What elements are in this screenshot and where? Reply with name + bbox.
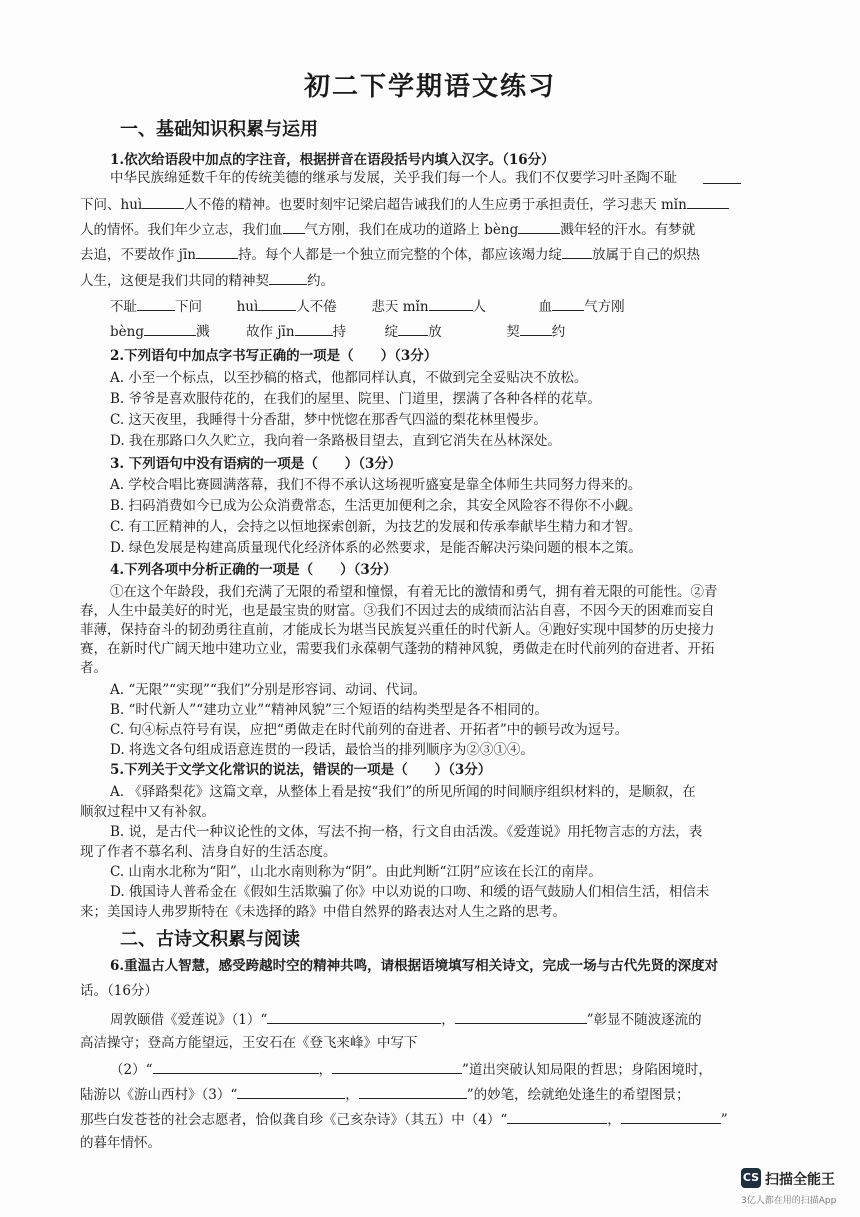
q1-answer-row: bèng 溅 故作 jīn 持 绽 放 契 约	[110, 321, 565, 341]
q5-option-line: 来；美国诗人弗罗斯特在《未选择的路》中借自然界的路表达对人生之路的思考。	[80, 904, 566, 920]
q6-line: 高洁操守；登高方能望远，王安石在《登飞来峰》中写下	[80, 1035, 418, 1051]
q4-passage-line: 者。	[80, 660, 107, 676]
answer-blank[interactable]	[258, 296, 296, 311]
watermark-app-name: 扫描全能王	[765, 1172, 835, 1188]
answer-blank[interactable]	[455, 1009, 587, 1024]
question-2-stem: 2.下列语句中加点字书写正确的一项是（ ）（3分）	[110, 348, 438, 364]
q5-option-line: A. 《驿路梨花》这篇文章，从整体上看是按“我们”的所见所闻的时间顺序组织材料的，是顺叙，在	[110, 784, 696, 800]
q1-passage-line: 下问、huì 人不倦的精神。也要时刻牢记梁启超告诫我们的人生应勇于承担责任，学习悲天 mǐn	[80, 194, 729, 214]
q6-line: （2）“ ， ”道出突破认知局限的哲思；身陷困境时，	[110, 1059, 712, 1079]
section-heading-2: 二、古诗文积累与阅读	[120, 929, 300, 950]
q4-option-b: B. “时代新人”“建功立业”“精神风貌”三个短语的结构类型是各不相同的。	[110, 702, 548, 718]
q4-passage-line: 菲薄，保持奋斗的韧劲勇往直前，才能成长为堪当民族复兴重任的时代新人。④跑好实现中国梦的历史接力	[80, 622, 715, 638]
q2-option-a: A. 小至一个标点，以至抄稿的格式，他都同样认真，不做到完全妥贴决不放松。	[110, 370, 588, 386]
page-title: 初二下学期语文练习	[303, 72, 556, 102]
q4-option-c: C. 句④标点符号有误，应把“勇做走在时代前列的奋进者、开拓者”中的顿号改为逗号。	[110, 722, 629, 738]
answer-blank[interactable]	[137, 296, 175, 311]
answer-blank[interactable]	[562, 244, 592, 259]
q5-option-line: B. 说，是古代一种议论性的文体，写法不拘一格，行文自由活泼。《爱莲说》用托物言志的方法，表	[110, 824, 703, 840]
q2-option-c: C. 这天夜里，我睡得十分香甜，梦中恍惚在那香气四溢的梨花林里慢步。	[110, 412, 547, 428]
question-1-stem: 1.依次给语段中加点的字注音，根据拼音在语段括号内填入汉字。（16分）	[110, 152, 555, 168]
q5-option-line: 现了作者不慕名利、洁身自好的生活态度。	[80, 844, 337, 860]
q1-passage-line: 人生，这便是我们共同的精神契 约。	[80, 270, 334, 290]
question-6-stem: 6.重温古人智慧，感受跨越时空的精神共鸣，请根据语境填写相关诗文，完成一场与古代先贤的深度对	[110, 958, 719, 974]
answer-blank[interactable]	[196, 244, 238, 259]
q1-passage-line: 中华民族绵延数千年的传统美德的继承与发展，关乎我们每一个人。我们不仅要学习叶圣陶不耻	[110, 170, 677, 186]
q5-option-line: D. 俄国诗人普希金在《假如生活欺骗了你》中以劝说的口吻、和缓的语气鼓励人们相信生活，相信未	[110, 884, 710, 900]
question-3-stem: 3. 下列语句中没有语病的一项是（ ）（3分）	[110, 456, 402, 472]
answer-blank[interactable]	[295, 321, 333, 336]
answer-blank[interactable]	[703, 169, 741, 184]
answer-blank[interactable]	[269, 270, 307, 285]
answer-blank[interactable]	[142, 194, 184, 209]
q4-option-d: D. 将选文各句组成语意连贯的一段话，最恰当的排列顺序为②③①④。	[110, 742, 534, 758]
q6-line: 那些白发苍苍的社会志愿者，恰似龚自珍《己亥杂诗》（其五）中（4）“ ， ”	[80, 1109, 728, 1129]
answer-blank[interactable]	[687, 194, 729, 209]
answer-blank[interactable]	[518, 219, 560, 234]
answer-blank[interactable]	[283, 219, 305, 234]
q6-line: 的暮年情怀。	[80, 1135, 161, 1151]
answer-blank[interactable]	[144, 321, 196, 336]
answer-blank[interactable]	[267, 1009, 441, 1024]
section-heading-1: 一、基础知识积累与运用	[120, 119, 318, 140]
q1-passage-line: 去追，不要故作 jīn 持。每个人都是一个独立而完整的个体，都应该竭力绽 放属于自己的炽热	[80, 244, 700, 264]
answer-blank[interactable]	[237, 1084, 345, 1099]
answer-blank[interactable]	[332, 1059, 462, 1074]
answer-blank[interactable]	[520, 321, 552, 336]
answer-blank[interactable]	[398, 321, 428, 336]
camscanner-logo-icon: CS	[741, 1168, 761, 1188]
answer-blank[interactable]	[359, 1084, 467, 1099]
q3-option-c: C. 有工匠精神的人，会持之以恒地探索创新，为技艺的发展和传承奉献毕生精力和才智。	[110, 519, 642, 535]
question-4-stem: 4.下列各项中分析正确的一项是（ ）（3分）	[110, 562, 397, 578]
answer-blank[interactable]	[429, 296, 473, 311]
q2-option-b: B. 爷爷是喜欢服侍花的，在我们的屋里、院里、门道里，摆满了各种各样的花草。	[110, 391, 602, 407]
q6-line: 陆游以《游山西村》（3）“ ， ”的妙笔，绘就绝处逢生的希望图景；	[80, 1084, 690, 1104]
q3-option-a: A. 学校合唱比赛圆满落幕，我们不得不承认这场视听盛宴是靠全体师生共同努力得来的。	[110, 477, 642, 493]
q4-option-a: A. “无限”“实现”“我们”分别是形容词、动词、代词。	[110, 682, 427, 698]
q4-passage-line: 赛，在新时代广阔天地中建功立业，需要我们永葆朝气蓬勃的精神风貌，勇做走在时代前列的奋进者、开拓	[80, 641, 715, 657]
answer-blank[interactable]	[552, 296, 584, 311]
q5-option-line: 顺叙过程中又有补叙。	[80, 804, 215, 820]
q5-option-line: C. 山南水北称为“阳”，山北水南则称为“阴”。由此判断“江阴”应该在长江的南岸。	[110, 864, 602, 880]
watermark-tagline: 3亿人都在用的扫描App	[741, 1196, 837, 1206]
answer-blank[interactable]	[621, 1109, 721, 1124]
q4-passage-line: ①在这个年龄段，我们充满了无限的希望和憧憬，有着无比的激情和勇气，拥有着无限的可能性。②青	[110, 584, 718, 600]
scanner-watermark	[741, 1168, 851, 1208]
q1-passage-line: 人的情怀。我们年少立志，我们血 气方刚，我们在成功的道路上 bèng 溅年轻的汗水。有梦就	[80, 219, 695, 239]
answer-blank[interactable]	[153, 1059, 319, 1074]
q2-option-d: D. 我在那路口久久贮立，我向着一条路极目望去，直到它消失在丛林深处。	[110, 433, 561, 449]
q6-line: 周敦颐借《爱莲说》（1）“ ， ”彰显不随波逐流的	[110, 1009, 702, 1029]
answer-blank[interactable]	[507, 1109, 607, 1124]
q1-answer-row: 不耻 下问 huì 人不倦 悲天 mǐn 人 血 气方刚	[110, 296, 625, 316]
question-5-stem: 5.下列关于文学文化常识的说法，错误的一项是（ ）（3分）	[110, 762, 492, 778]
q3-option-d: D. 绿色发展是构建高质量现代化经济体系的必然要求，是能否解决污染问题的根本之策。	[110, 540, 642, 556]
q4-passage-line: 春，人生中最美好的时光，也是最宝贵的财富。③我们不因过去的成绩而沾沾自喜，不因今天的困难而妄自	[80, 603, 715, 619]
q3-option-b: B. 扫码消费如今已成为公众消费常态，生活更加便利之余，其安全风险容不得你不小觑。	[110, 498, 642, 514]
question-6-stem-cont: 话。（16分）	[80, 983, 158, 999]
